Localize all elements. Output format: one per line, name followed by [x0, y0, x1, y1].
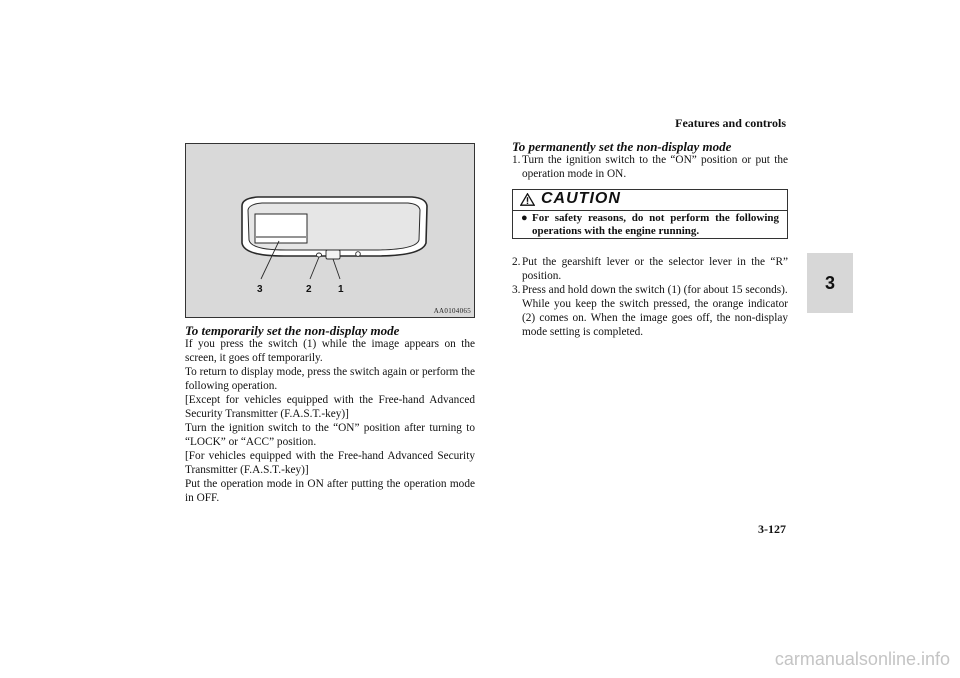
mirror-sensor — [356, 252, 361, 257]
mirror-drawing — [186, 144, 476, 319]
figure-code: AA0104065 — [433, 307, 471, 315]
warning-triangle-icon — [520, 193, 535, 206]
step-number: 3. — [512, 284, 521, 296]
mirror-switch — [326, 250, 340, 259]
callout-line-2 — [310, 257, 319, 279]
body-paragraph: Turn the ignition switch to the “ON” position after turning to “LOCK” or “ACC” position. — [185, 422, 475, 448]
permanent-mode-heading: To permanently set the non-display mode — [512, 139, 732, 154]
step-extra-text: While you keep the switch pressed, the orange indicator (2) comes on. When the image goes off, the non-display mode setting is completed. — [522, 298, 788, 338]
step-text: Put the gearshift lever or the selector lever in the “R” position. — [522, 256, 788, 282]
step-item — [512, 153, 788, 181]
chapter-number: 3 — [824, 272, 835, 293]
body-paragraph: [For vehicles equipped with the Free-hand Advanced Security Transmitter (F.A.S.T.-key)] — [185, 450, 475, 476]
step-item — [512, 255, 788, 283]
caution-label: CAUTION — [541, 190, 621, 207]
page-number: 3-127 — [758, 522, 786, 536]
bullet-icon: ● — [521, 212, 528, 224]
caution-item — [521, 212, 779, 238]
callout-label-3: 3 — [257, 284, 263, 295]
step-number: 1. — [512, 154, 521, 166]
mirror-illustration — [185, 143, 475, 318]
step-number: 2. — [512, 256, 521, 268]
body-paragraph: To return to display mode, press the switch again or perform the following operation. — [185, 366, 475, 392]
indicator-lamp — [317, 253, 322, 257]
step-text: Turn the ignition switch to the “ON” position or put the operation mode in ON. — [522, 154, 788, 180]
body-paragraph: [Except for vehicles equipped with the Free-hand Advanced Security Transmitter (F.A.S.T.-key)] — [185, 394, 475, 420]
callout-label-1: 1 — [338, 284, 344, 295]
display-screen — [255, 214, 307, 243]
page-header-title: Features and controls — [675, 116, 786, 130]
step-text: Press and hold down the switch (1) (for about 15 seconds). — [522, 284, 788, 296]
callout-line-1 — [333, 259, 340, 279]
temporary-mode-heading: To temporarily set the non-display mode — [185, 323, 400, 338]
caution-box — [512, 189, 788, 239]
step-item — [512, 283, 788, 339]
body-paragraph: Put the operation mode in ON after putting the operation mode in OFF. — [185, 478, 475, 504]
step-content — [512, 283, 788, 339]
temporary-mode-body — [185, 337, 475, 505]
chapter-tab — [807, 253, 853, 313]
body-paragraph: If you press the switch (1) while the image appears on the screen, it goes off temporarily. — [185, 338, 475, 364]
caution-text: For safety reasons, do not perform the following operations with the engine running. — [532, 212, 779, 237]
caution-header — [520, 190, 621, 208]
caution-divider — [513, 210, 787, 211]
callout-label-2: 2 — [306, 284, 312, 295]
watermark: carmanualsonline.info — [774, 649, 950, 669]
